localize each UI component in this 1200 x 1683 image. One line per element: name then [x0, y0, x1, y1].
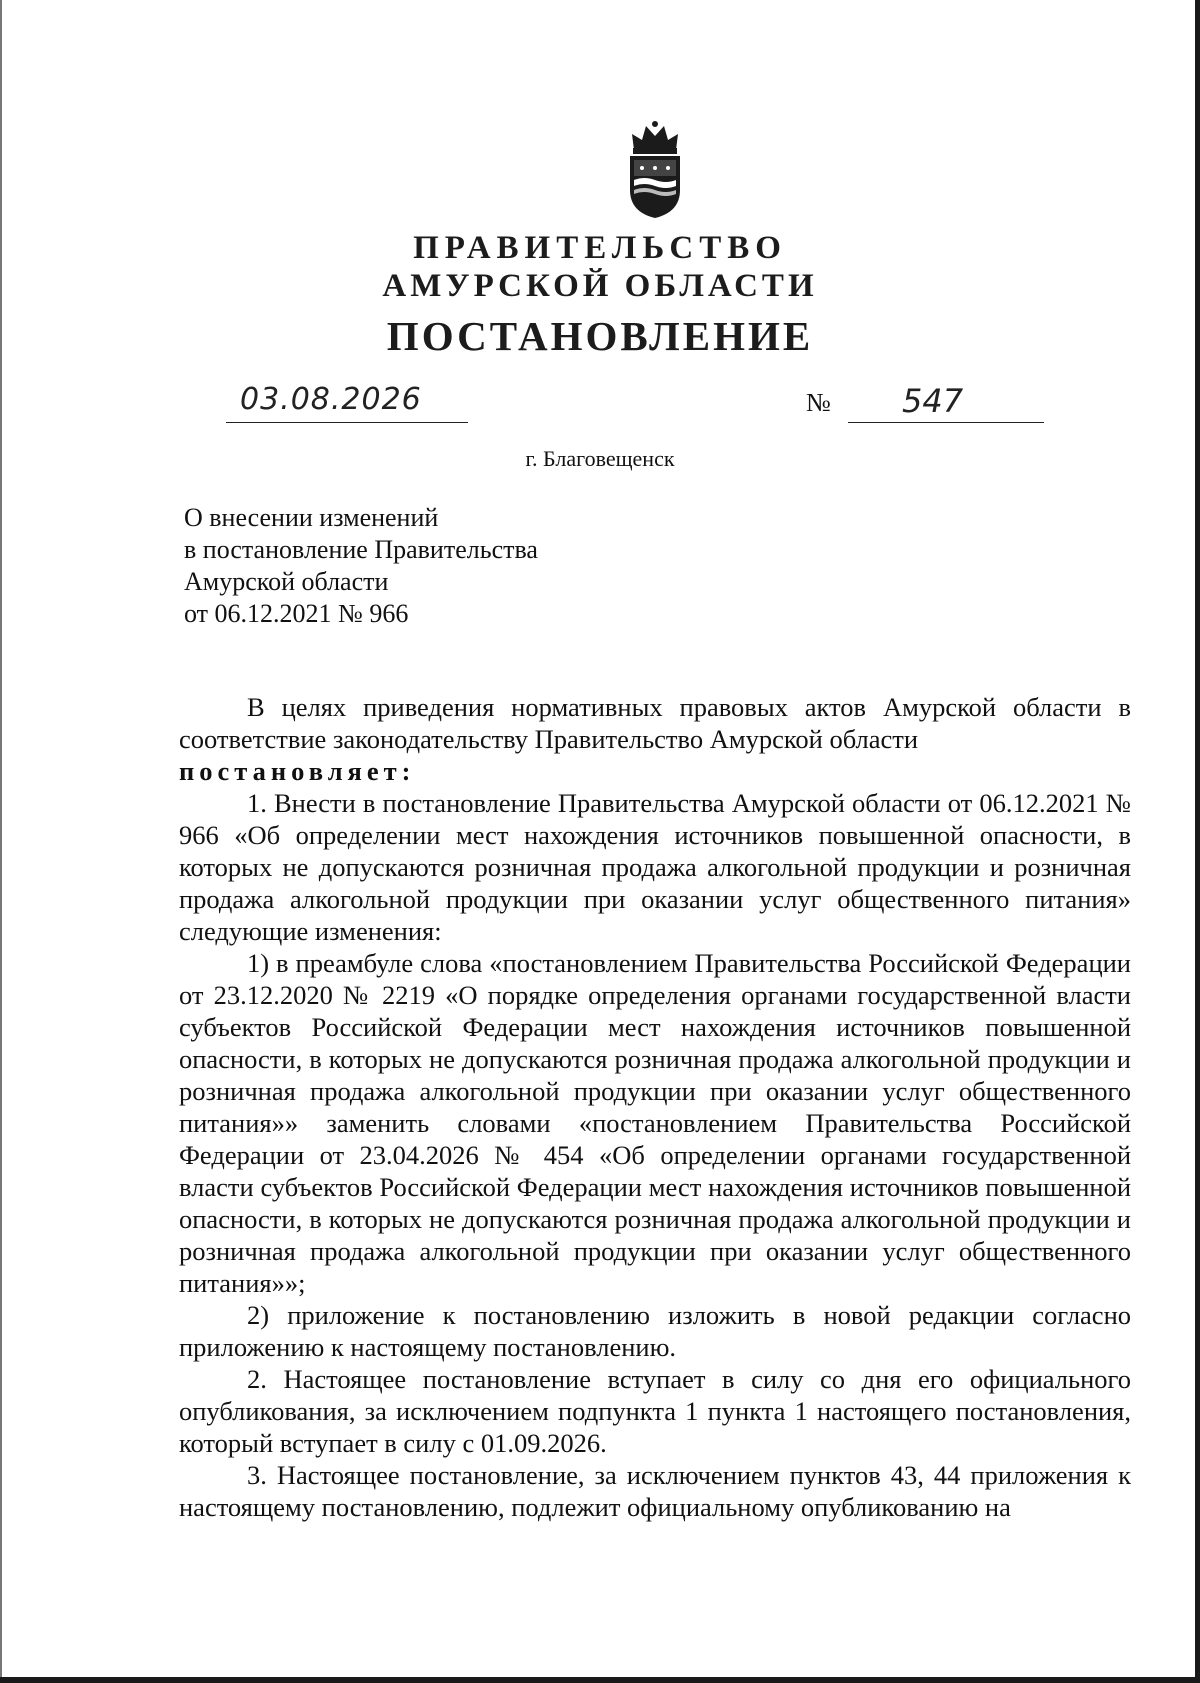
paragraph-3: 3. Настоящее постановление, за исключением пунктов 43, 44 приложения к настоящему постановлению, подлежит официальному опубликованию на	[179, 1460, 1131, 1522]
subject-line: в постановление Правительства	[184, 535, 538, 564]
scan-edge-bottom	[0, 1677, 1200, 1683]
subject-line: О внесении изменений	[184, 503, 439, 532]
date-field	[226, 382, 468, 423]
intro-paragraph: В целях приведения нормативных правовых актов Амурской области в соответствие законодательству Правительство Амурской области	[179, 692, 1131, 754]
government-title: ПРАВИТЕЛЬСТВО	[413, 230, 787, 266]
paragraph-2: 2. Настоящее постановление вступает в силу со дня его официального опубликования, за исключением подпункта 1 пункта 1 настоящего постановления, который вступает в силу с 01.09.2026.	[179, 1364, 1131, 1458]
paragraph-1-2: 2) приложение к постановлению изложить в новой редакции согласно приложению к настоящему постановлению.	[179, 1300, 1131, 1362]
number-field	[848, 382, 1044, 423]
paragraph-1-1: 1) в преамбуле слова «постановлением Правительства Российской Федерации от 23.12.2020 № 2219 «О порядке определения органами государственной власти субъектов Российской Федерации мест нахождения источников повышенной опасности, в которых не допускаются розничная продажа алкогольной продукции и розничная продажа алкогольной продукции при оказании услуг общественного питания»» заменить словами «постановлением Правительства Российской Федерации от 23.04.2026 № 454 «Об определении органами государственной власти субъектов Российской Федерации мест нахождения источников повышенной опасности, в которых не допускаются розничная продажа алкогольной продукции и розничная продажа алкогольной продукции при оказании услуг общественного питания»»;	[179, 948, 1131, 1298]
paragraph-1: 1. Внести в постановление Правительства Амурской области от 06.12.2021 № 966 «Об определении мест нахождения источников повышенной опасности, в которых не допускаются розничная продажа алкогольной продукции и розничная продажа алкогольной продукции при оказании услуг общественного питания» следующие изменения:	[179, 788, 1131, 946]
handwritten-number: 547	[902, 382, 964, 420]
subject-line: от 06.12.2021 № 966	[184, 599, 409, 628]
subject-line: Амурской области	[184, 567, 389, 596]
decree-word: постановляет:	[179, 756, 416, 786]
region-title: АМУРСКОЙ ОБЛАСТИ	[382, 268, 818, 304]
amur-region-coat-of-arms-icon	[624, 120, 686, 220]
document-body	[179, 691, 1131, 1523]
handwritten-date: 03.08.2026	[240, 382, 422, 417]
document-type: ПОСТАНОВЛЕНИЕ	[386, 313, 814, 359]
city-label: г. Благовещенск	[525, 446, 675, 471]
document-subject	[184, 502, 538, 630]
number-sign: №	[806, 388, 831, 417]
